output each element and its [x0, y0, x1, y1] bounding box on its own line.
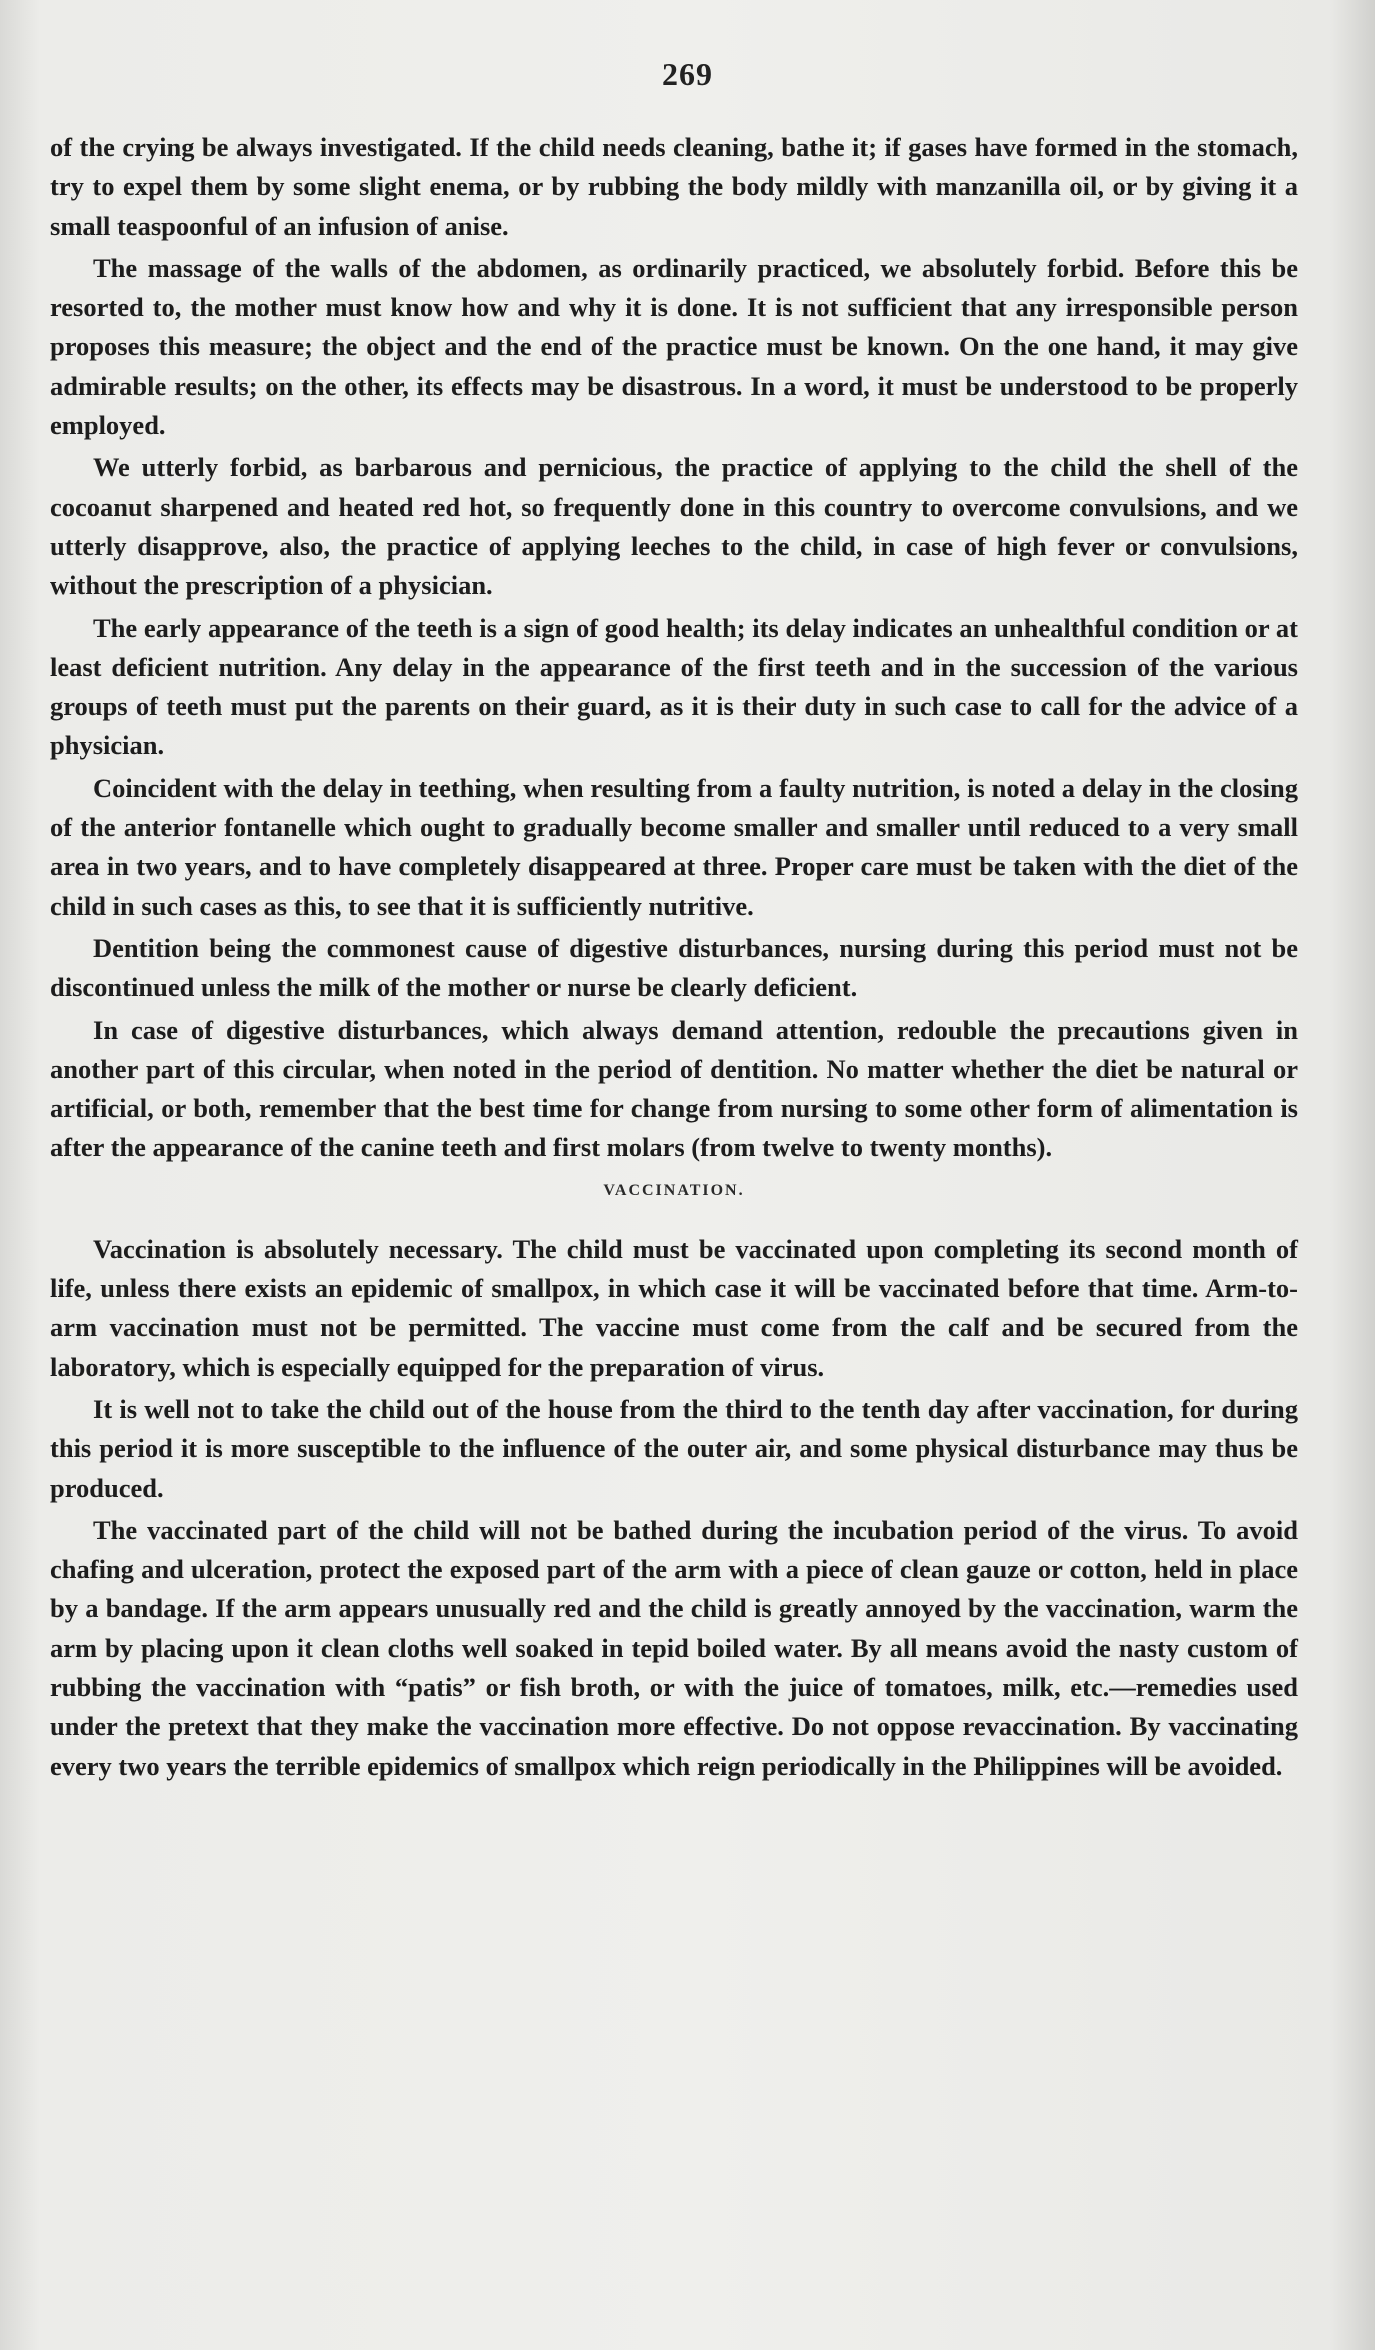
body-text — [50, 128, 1298, 1786]
paragraph-vaccinated-part-care: The vaccinated part of the child will not be bathed during the incubation period of the virus. To avoid chafing and ulceration, protect the exposed part of the arm with a piece of clean gauze or cotton, held in place by a bandage. If the arm appears unusually red and the child is greatly annoyed by the vaccination, warm the arm by placing upon it clean cloths well soaked in tepid boiled water. By all means avoid the nasty custom of rubbing the vaccination with “patis” or fish broth, or with the juice of tomatoes, milk, etc.—remedies used under the pretext that they make the vaccination more effective. Do not oppose revaccination. By vaccinating every two years the terrible epidemics of smallpox which reign periodically in the Philippines will be avoided. — [50, 1514, 1298, 1781]
paragraph-crying-continued: of the crying be always investigated. If the child needs cleaning, bathe it; if gases have formed in the stomach, try to expel them by some slight enema, or by rubbing the body mildly with manzanilla oil, or by giving it a small teaspoonful of an infusion of anise. — [50, 132, 1298, 241]
paragraph-after-vaccination: It is well not to take the child out of the house from the third to the tenth day after vaccination, for during this period it is more susceptible to the influence of the outer air, and some physical disturbance may thus be produced. — [50, 1393, 1298, 1503]
page-number: 269 — [662, 56, 713, 92]
paragraph-dentition-nursing: Dentition being the commonest cause of digestive disturbances, nursing during this period must not be discontinued unless the milk of the mother or nurse be clearly deficient. — [50, 932, 1298, 1003]
paragraph-vaccination-necessary: Vaccination is absolutely necessary. The child must be vaccinated upon completing its second month of life, unless there exists an epidemic of smallpox, in which case it will be vaccinated before that time. Arm-to-arm vaccination must not be permitted. The vaccine must come from the calf and be secured from the laboratory, which is especially equipped for the preparation of virus. — [50, 1233, 1298, 1382]
paragraph-teeth-appearance: The early appearance of the teeth is a sign of good health; its delay indicates an unhealthful condition or at least deficient nutrition. Any delay in the appearance of the first teeth and in the succession of the various groups of teeth must put the parents on their guard, as it is their duty in such case to call for the advice of a physician. — [50, 612, 1298, 761]
section-heading-vaccination: VACCINATION. — [603, 1181, 745, 1199]
paragraph-digestive-disturbances: In case of digestive disturbances, which always demand attention, redouble the precautions given in another part of this circular, when noted in the period of dentition. No matter whether the diet be natural or artificial, or both, remember that the best time for change from nursing to some other form of alimentation is after the appearance of the canine teeth and first molars (from twelve to twenty months). — [50, 1014, 1298, 1163]
paragraph-cocoanut-shell-practice: We utterly forbid, as barbarous and pernicious, the practice of applying to the child the shell of the cocoanut sharpened and heated red hot, so frequently done in this country to overcome convulsions, and we utterly disapprove, also, the practice of applying leeches to the child, in case of high fever or convulsions, without the prescription of a physician. — [50, 452, 1298, 601]
paragraph-fontanelle: Coincident with the delay in teething, when resulting from a faulty nutrition, is noted a delay in the closing of the anterior fontanelle which ought to gradually become smaller and smaller until reduced to a very small area in two years, and to have completely disappeared at three. Proper care must be taken with the diet of the child in such cases as this, to see that it is sufficiently nutritive. — [50, 772, 1298, 921]
paragraph-abdominal-massage: The massage of the walls of the abdomen, as ordinarily practiced, we absolutely forbid. Before this be resorted to, the mother must know how and why it is done. It is not sufficient that any irresponsible person proposes this measure; the object and the end of the practice must be known. On the one hand, it may give admirable results; on the other, its effects may be disastrous. In a word, it must be understood to be properly employed. — [50, 252, 1298, 441]
